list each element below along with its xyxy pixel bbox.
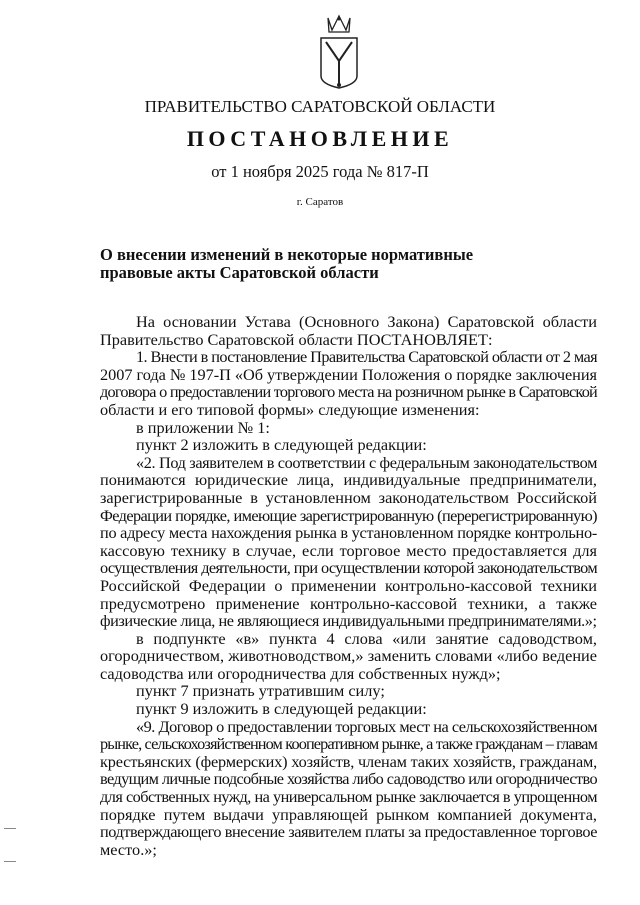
body-line-text: пункт 9 изложить в следующей редакции: (136, 699, 427, 719)
document-date-number: от 1 ноября 2025 года № 817-П (211, 162, 429, 181)
organization-name: ПРАВИТЕЛЬСТВО САРАТОВСКОЙ ОБЛАСТИ (144, 97, 496, 116)
body-line (100, 823, 597, 841)
body-line-text: 2007 года № 197-П «Об утверждении Положения о порядке заключения (100, 364, 597, 384)
body-line-text: зарегистрированные в установленном законодательством Российской (100, 487, 597, 507)
body-line (100, 595, 597, 613)
body-line (100, 313, 597, 331)
body-line-text: «9. Договор о предоставлении торговых мест на сельскохозяйственном (136, 716, 597, 736)
title-line: правовые акты Саратовской области (100, 263, 379, 282)
body-line (100, 577, 597, 595)
body-line (100, 348, 597, 366)
body-line (100, 524, 597, 542)
body-line-text: осуществления деятельности, при осуществлении которой законодательством (100, 558, 597, 578)
body-line-text: договора о предоставлении торгового места на розничном рынке в Саратовской (100, 382, 597, 402)
body-line (100, 770, 597, 788)
body-line (100, 331, 597, 349)
body-line (100, 471, 597, 489)
body-line (100, 401, 597, 419)
title-line: О внесении изменений в некоторые нормативные (100, 245, 474, 264)
body-line (100, 383, 597, 401)
body-line (100, 700, 597, 718)
body-line-text: пункт 7 признать утратившим силу; (136, 681, 385, 701)
coat-of-arms-emblem (318, 14, 360, 90)
body-line (100, 735, 597, 753)
body-line-text: «2. Под заявителем в соответствии с федеральным законодательством (136, 452, 597, 472)
body-line (100, 436, 597, 454)
body-line-text: Правительство Саратовской области ПОСТАНОВЛЯЕТ: (100, 329, 493, 349)
scan-mark (4, 861, 16, 862)
document-type: ПОСТАНОВЛЕНИЕ (186, 126, 454, 151)
body-line-text: в подпункте «в» пункта 4 слова «или занятие садоводством, (136, 628, 597, 648)
body-line-text: ведущим личные подсобные хозяйства либо садоводство или огородничество (100, 769, 597, 789)
body-line-text: пункт 2 изложить в следующей редакции: (136, 435, 427, 455)
body-line-text: подтверждающего внесение заявителем платы за предоставленное торговое (100, 822, 597, 842)
body-line (100, 718, 597, 736)
document-title (100, 246, 473, 282)
body-line (100, 841, 597, 859)
body-line-text: место.»; (100, 839, 157, 859)
body-line-text: кассовую технику в случае, если торговое место предоставляется для (100, 540, 597, 560)
body-line-text: предусмотрено применение контрольно-кассовой техники, а также (100, 593, 597, 613)
body-line-text: садоводства или огородничества для собственных нужд»; (100, 663, 501, 683)
body-line-text: по адресу места нахождения рынка в установленном порядке контрольно- (100, 523, 597, 543)
body-line (100, 419, 597, 437)
body-line (100, 454, 597, 472)
body-line-text: На основании Устава (Основного Закона) Саратовской области (136, 312, 597, 331)
body-line (100, 682, 597, 700)
body-line (100, 612, 597, 630)
body-line (100, 788, 597, 806)
body-line (100, 542, 597, 560)
body-line-text: рынке, сельскохозяйственном кооперативном рынке, а также гражданам – главам (100, 734, 597, 754)
body-line-text: в приложении № 1: (136, 417, 270, 437)
body-line (100, 366, 597, 384)
body-line-text: Российской Федерации о применении контрольно-кассовой техники (100, 575, 597, 595)
body-line (100, 753, 597, 771)
body-line (100, 647, 597, 665)
scan-mark (4, 828, 16, 829)
body-line (100, 665, 597, 683)
body-line (100, 630, 597, 648)
body-line-text: для собственных нужд, на универсальном рынке заключается в упрощенном (100, 787, 597, 807)
body-line-text: понимаются юридические лица, индивидуальные предприниматели, (100, 470, 597, 490)
body-line (100, 559, 597, 577)
body-line (100, 507, 597, 525)
body-line (100, 489, 597, 507)
body-line-text: крестьянских (фермерских) хозяйств, членам таких хозяйств, гражданам, (100, 751, 597, 771)
body-line-text: области и его типовой формы» следующие изменения: (100, 399, 480, 419)
body-line-text: порядке путем выдачи управляющей рынком компанией документа, (100, 804, 597, 824)
body-line-text: Федерации порядке, имеющие зарегистрированную (перерегистрированную) (100, 505, 597, 525)
document-body (100, 313, 597, 858)
body-line-text: огородничеством, животноводством,» заменить словами «либо ведение (100, 646, 597, 666)
body-line-text: 1. Внести в постановление Правительства Саратовской области от 2 мая (136, 347, 597, 367)
document-city: г. Саратов (296, 196, 344, 208)
body-line (100, 806, 597, 824)
body-line-text: физические лица, не являющиеся индивидуальными предпринимателями.»; (100, 611, 597, 631)
